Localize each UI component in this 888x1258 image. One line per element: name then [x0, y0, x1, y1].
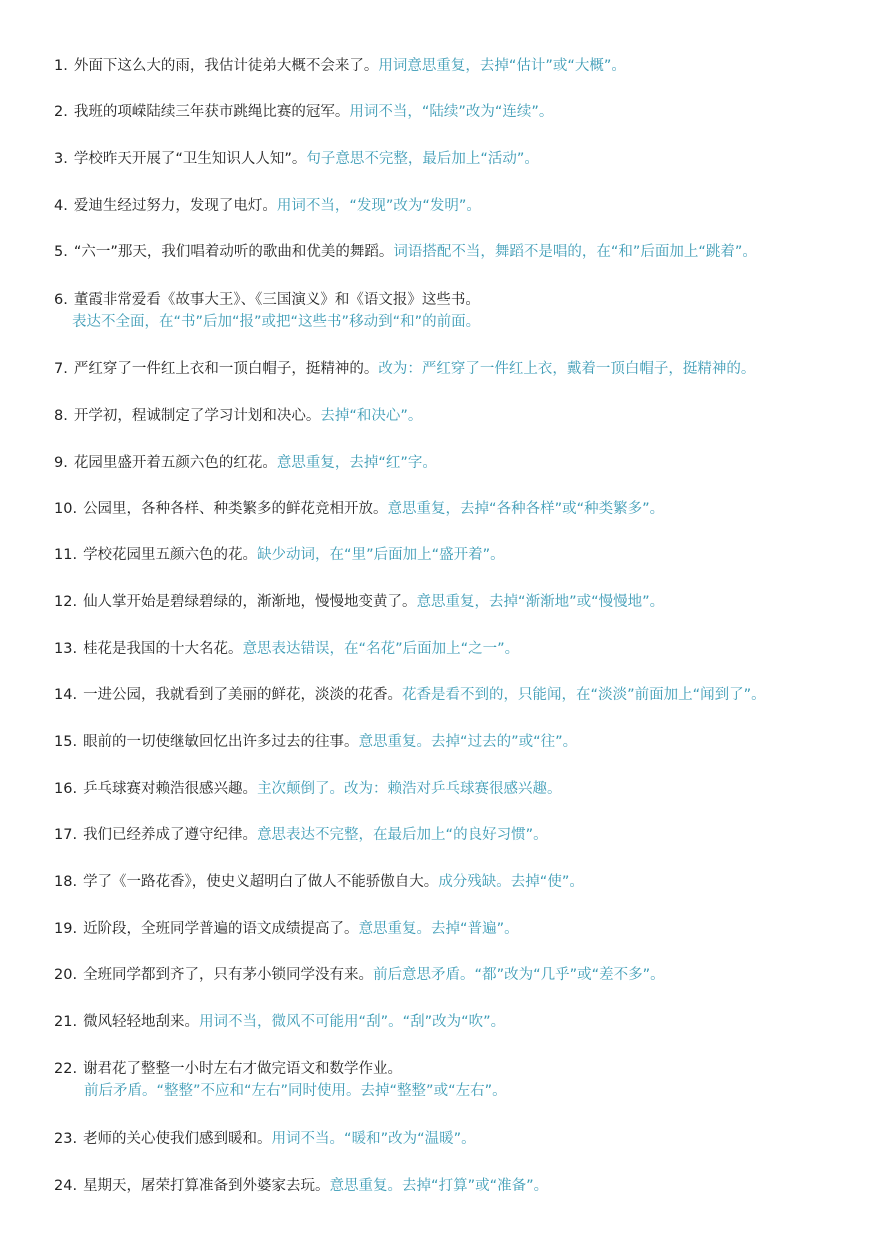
item-number: 20.: [54, 967, 78, 983]
item-question: 外面下这么大的雨，我估计徒弟大概不会来了。: [73, 58, 379, 74]
list-item-18: [54, 871, 880, 893]
item-question: 学校昨天开展了“卫生知识人人知”。: [73, 151, 307, 167]
list-item-19: [54, 918, 880, 940]
item-answer: 意思重复。去掉“普遍”。: [358, 921, 519, 937]
item-question: 桂花是我国的十大名花。: [83, 641, 243, 657]
list-item-5: [54, 241, 880, 263]
item-number: 12.: [54, 594, 78, 610]
item-answer: 主次颠倒了。改为：赖浩对乒乓球赛很感兴趣。: [257, 781, 562, 797]
item-number: 1.: [54, 58, 68, 74]
item-answer: 花香是看不到的，只能闻，在“淡淡”前面加上“闻到了”。: [402, 687, 766, 703]
list-item-24: [54, 1175, 880, 1197]
list-item-4: [54, 195, 880, 217]
item-question: 爱迪生经过努力，发现了电灯。: [73, 198, 277, 214]
list-item-1: [54, 55, 880, 77]
item-question: “六一”那天，我们唱着动听的歌曲和优美的舞蹈。: [73, 244, 394, 260]
item-number: 11.: [54, 547, 78, 563]
item-answer: 词语搭配不当，舞蹈不是唱的，在“和”后面加上“跳着”。: [393, 244, 757, 260]
item-number: 22.: [54, 1061, 78, 1077]
list-item-20: [54, 964, 880, 986]
list-item-21: [54, 1011, 880, 1033]
item-answer: 用词不当。“暖和”改为“温暖”。: [271, 1131, 476, 1147]
list-item-6: [54, 289, 880, 333]
item-number: 7.: [54, 361, 68, 377]
item-answer: 改为：严红穿了一件红上衣，戴着一顶白帽子，挺精神的。: [378, 361, 756, 377]
item-answer: 用词不当，微风不可能用“刮”。“刮”改为“吹”。: [199, 1014, 506, 1030]
item-answer: 成分残缺。去掉“使”。: [438, 874, 584, 890]
item-answer: 意思重复，去掉“渐渐地”或“慢慢地”。: [416, 594, 665, 610]
item-answer: 缺少动词，在“里”后面加上“盛开着”。: [257, 547, 505, 563]
item-number: 3.: [54, 151, 68, 167]
item-number: 9.: [54, 455, 68, 471]
list-item-10: [54, 498, 880, 520]
list-item-23: [54, 1128, 880, 1150]
item-question: 一进公园，我就看到了美丽的鲜花，淡淡的花香。: [83, 687, 403, 703]
item-number: 13.: [54, 641, 78, 657]
item-answer: 意思表达不完整，在最后加上“的良好习惯”。: [257, 827, 548, 843]
list-item-17: [54, 824, 880, 846]
list-item-7: [54, 358, 880, 380]
item-answer: 意思重复，去掉“各种各样”或“种类繁多”。: [387, 501, 665, 517]
item-question: 花园里盛开着五颜六色的红花。: [73, 455, 277, 471]
item-question: 严红穿了一件红上衣和一顶白帽子，挺精神的。: [73, 361, 379, 377]
item-question: 近阶段，全班同学普遍的语文成绩提高了。: [83, 921, 359, 937]
item-number: 19.: [54, 921, 78, 937]
item-number: 8.: [54, 408, 68, 424]
item-question: 我们已经养成了遵守纪律。: [83, 827, 258, 843]
item-question: 公园里，各种各样、种类繁多的鲜花竞相开放。: [83, 501, 388, 517]
item-answer: 前后矛盾。“整整”不应和“左右”同时使用。去掉“整整”或“左右”。: [84, 1083, 507, 1099]
item-number: 15.: [54, 734, 78, 750]
item-question: 老师的关心使我们感到暖和。: [83, 1131, 272, 1147]
item-answer: 前后意思矛盾。“都”改为“几乎”或“差不多”。: [373, 967, 665, 983]
item-question: 全班同学都到齐了，只有茅小锁同学没有来。: [83, 967, 374, 983]
list-item-2: [54, 101, 880, 123]
item-question: 微风轻轻地刮来。: [83, 1014, 200, 1030]
item-question: 董霞非常爱看《故事大王》、《三国演义》和《语文报》这些书。: [73, 292, 480, 308]
list-item-11: [54, 544, 880, 566]
item-number: 16.: [54, 781, 78, 797]
item-answer: 意思重复。去掉“打算”或“准备”。: [329, 1178, 549, 1194]
item-number: 18.: [54, 874, 78, 890]
item-number: 17.: [54, 827, 78, 843]
item-answer: 意思重复，去掉“红”字。: [276, 455, 437, 471]
item-answer: 意思表达错误，在“名花”后面加上“之一”。: [242, 641, 520, 657]
item-question: 仙人掌开始是碧绿碧绿的，渐渐地，慢慢地变黄了。: [83, 594, 417, 610]
item-answer: 用词不当，“陆续”改为“连续”。: [349, 104, 554, 120]
item-answer: 意思重复。去掉“过去的”或“往”。: [358, 734, 578, 750]
item-number: 6.: [54, 292, 68, 308]
item-question: 学校花园里五颜六色的花。: [83, 547, 258, 563]
item-question: 开学初，程诚制定了学习计划和决心。: [73, 408, 321, 424]
item-number: 14.: [54, 687, 78, 703]
item-question: 我班的项嵘陆续三年获市跳绳比赛的冠军。: [73, 104, 350, 120]
list-item-14: [54, 684, 880, 706]
item-answer: 用词意思重复，去掉“估计”或“大概”。: [378, 58, 626, 74]
list-item-22: [54, 1058, 880, 1102]
item-question: 星期天，屠荣打算准备到外婆家去玩。: [83, 1178, 330, 1194]
item-number: 5.: [54, 244, 68, 260]
item-question: 学了《一路花香》，使史义超明白了做人不能骄傲自大。: [83, 874, 439, 890]
item-number: 21.: [54, 1014, 78, 1030]
list-item-16: [54, 778, 880, 800]
item-number: 23.: [54, 1131, 78, 1147]
list-item-8: [54, 405, 880, 427]
item-answer: 表达不全面，在“书”后加“报”或把“这些书”移动到“和”的前面。: [72, 314, 481, 330]
list-item-13: [54, 638, 880, 660]
item-question: 谢君花了整整一小时左右才做完语文和数学作业。: [83, 1061, 403, 1077]
list-item-3: [54, 148, 880, 170]
list-item-15: [54, 731, 880, 753]
item-question: 乒乓球赛对赖浩很感兴趣。: [83, 781, 258, 797]
item-number: 10.: [54, 501, 78, 517]
list-item-12: [54, 591, 880, 613]
item-answer: 句子意思不完整，最后加上“活动”。: [306, 151, 539, 167]
item-number: 24.: [54, 1178, 78, 1194]
item-answer: 用词不当，“发现”改为“发明”。: [276, 198, 481, 214]
list-item-9: [54, 452, 880, 474]
item-answer: 去掉“和决心”。: [320, 408, 423, 424]
item-number: 2.: [54, 104, 68, 120]
item-question: 眼前的一切使继敏回忆出许多过去的往事。: [83, 734, 359, 750]
item-number: 4.: [54, 198, 68, 214]
